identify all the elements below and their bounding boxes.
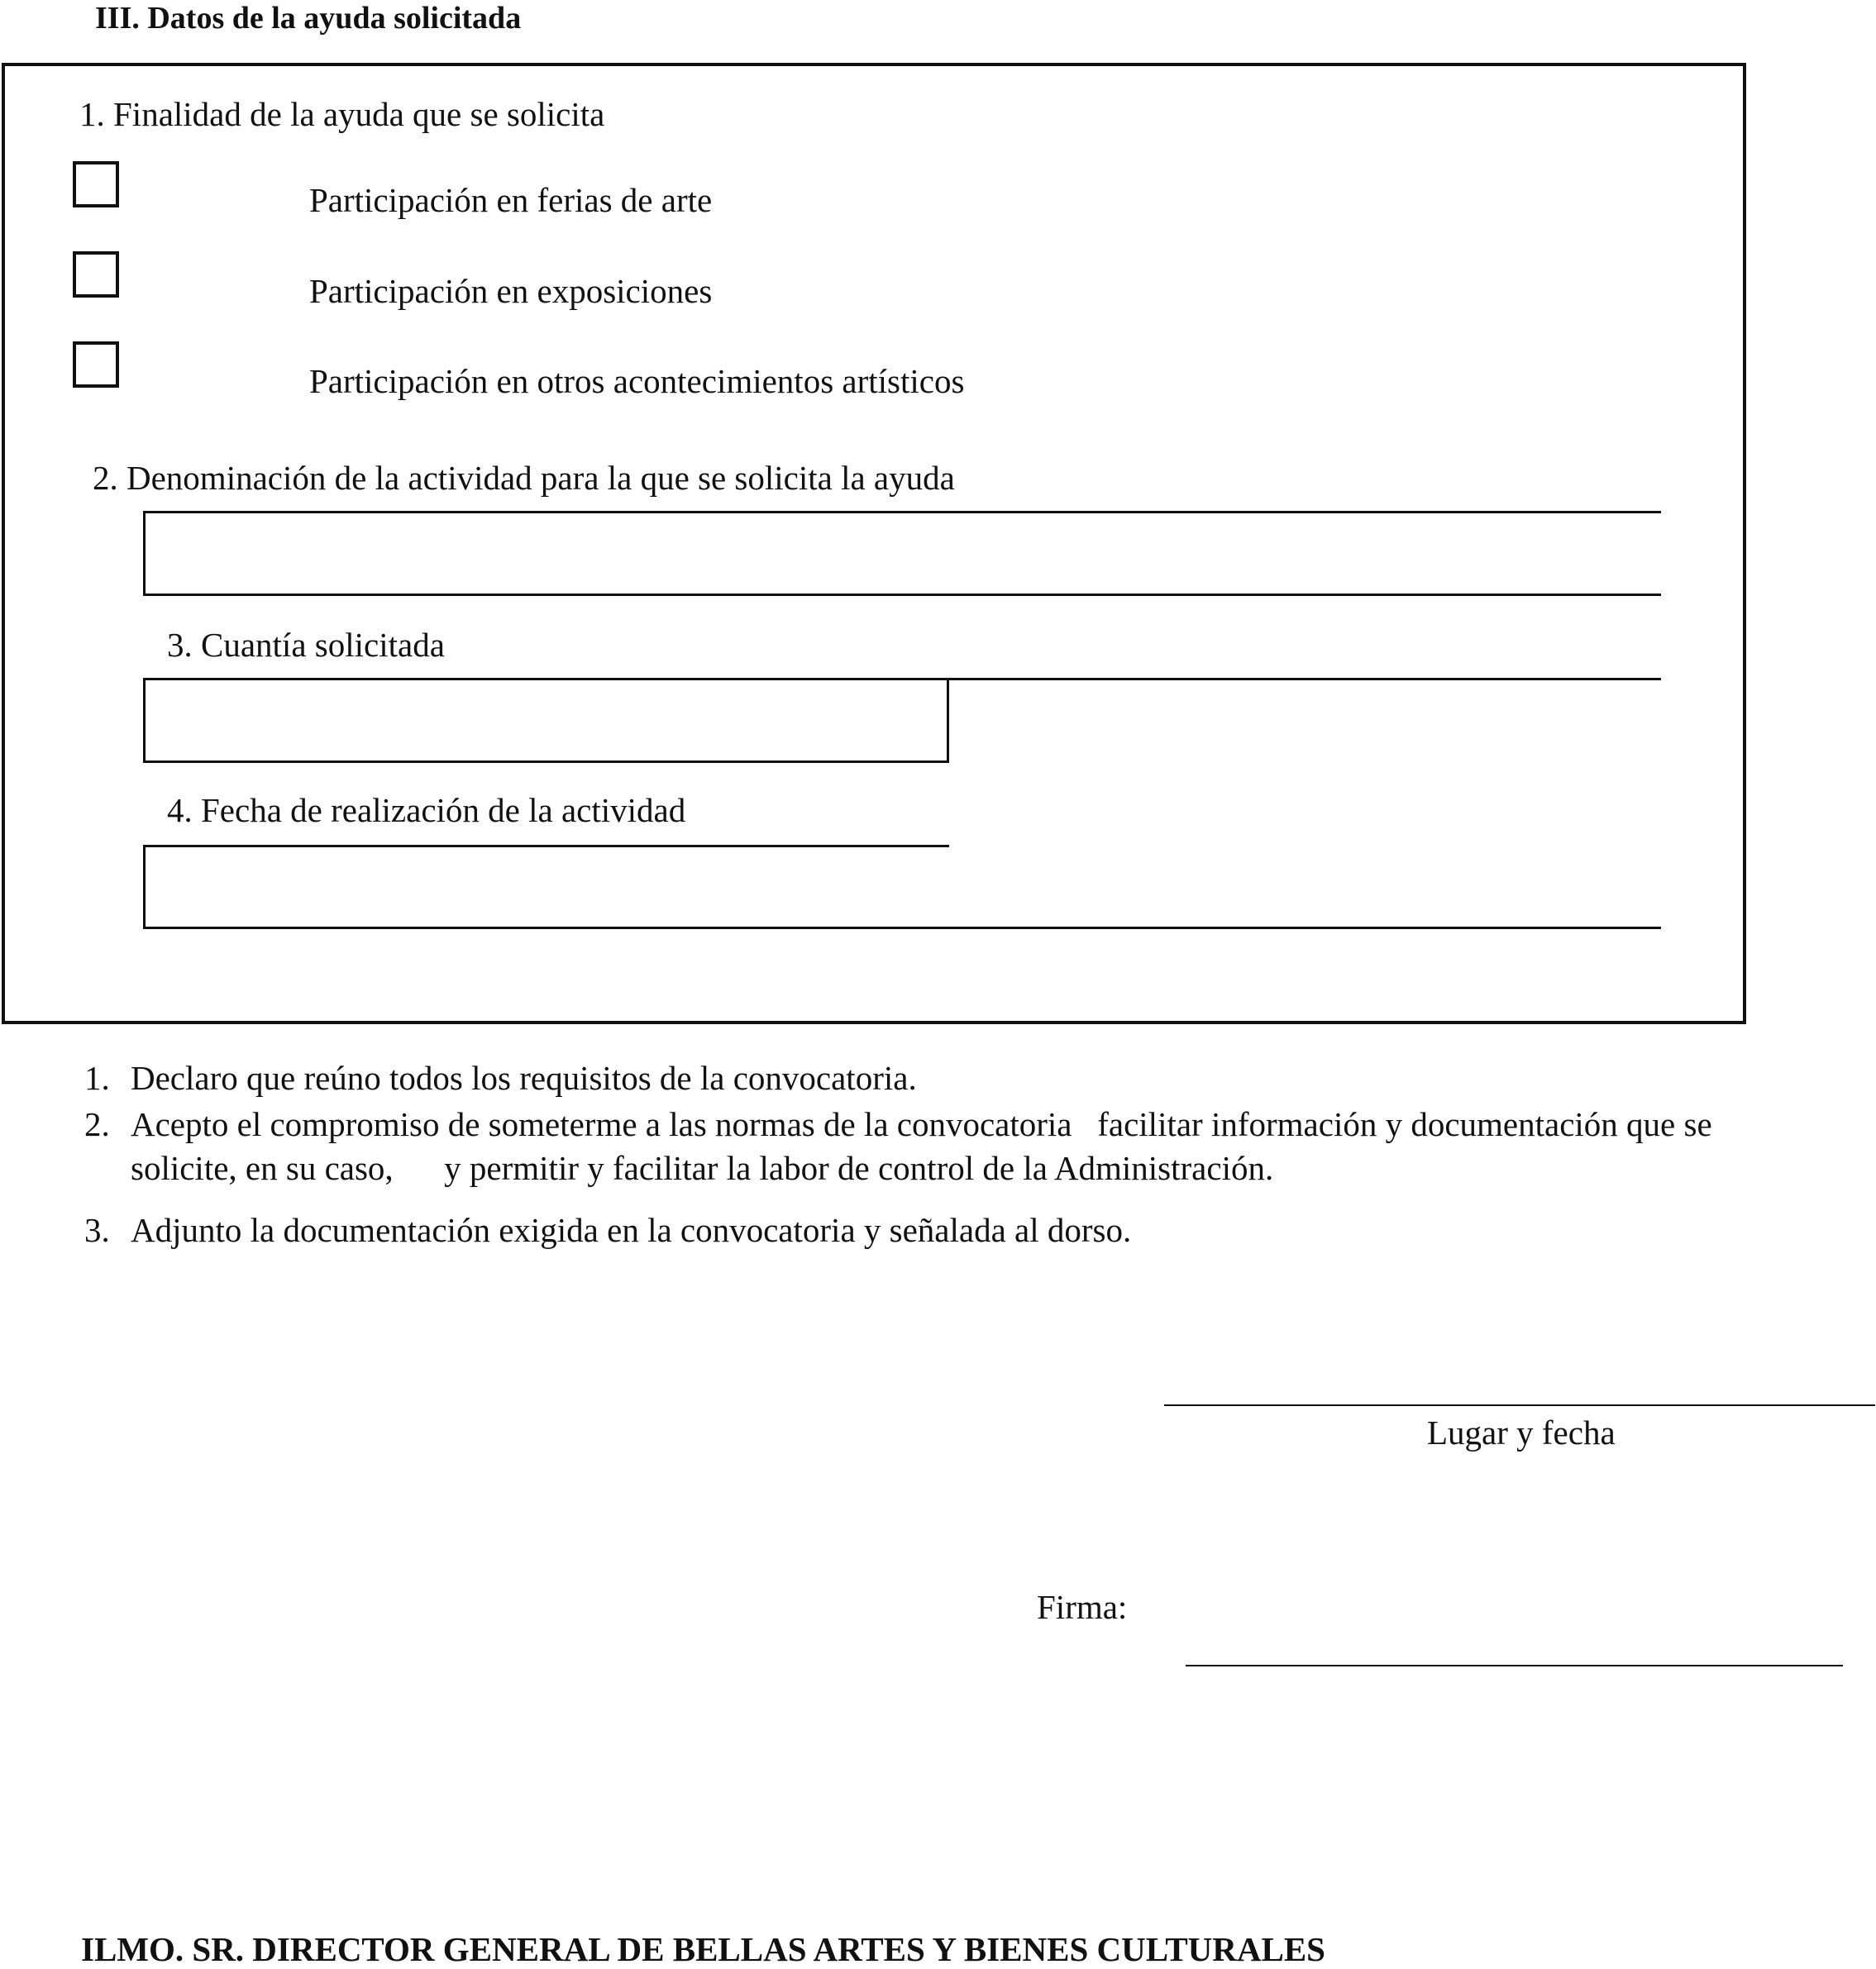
place-date-line — [1164, 1404, 1875, 1406]
amount-field — [143, 678, 949, 763]
declaration-number: 3. — [84, 1211, 110, 1249]
declaration-text: Adjunto la documentación exigida en la convocatoria y señalada al dorso. — [131, 1211, 1132, 1249]
option-art-fairs: Participación en ferias de arte — [309, 181, 713, 219]
activity-name-input[interactable] — [146, 511, 1661, 594]
activity-name-label: 2. Denominación de la actividad para la que se solicita la ayuda — [93, 459, 955, 497]
signature-label: Firma: — [1037, 1588, 1128, 1626]
signature-line — [1186, 1665, 1843, 1666]
declaration-number: 1. — [84, 1059, 110, 1097]
date-label: 4. Fecha de realización de la actividad — [167, 791, 686, 829]
amount-label: 3. Cuantía solicitada — [167, 626, 445, 664]
section-title: III. Datos de la ayuda solicitada — [95, 1, 522, 36]
declaration-item-3 — [84, 1209, 1788, 1252]
checkbox-art-fairs[interactable] — [73, 161, 119, 207]
date-field — [143, 845, 1661, 929]
option-other-events: Participación en otros acontecimientos artísticos — [309, 362, 965, 400]
activity-name-field — [143, 511, 1661, 596]
declaration-text: Declaro que reúno todos los requisitos de la convocatoria. — [131, 1059, 917, 1097]
date-input[interactable] — [146, 845, 1661, 927]
declaration-number: 2. — [84, 1105, 110, 1143]
amount-input[interactable] — [146, 678, 947, 760]
option-exhibitions: Participación en exposiciones — [309, 272, 713, 310]
purpose-label: 1. Finalidad de la ayuda que se solicita — [79, 95, 605, 133]
place-date-label: Lugar y fecha — [1427, 1414, 1616, 1452]
addressee: ILMO. SR. DIRECTOR GENERAL DE BELLAS ARTES Y BIENES CULTURALES — [81, 1930, 1325, 1968]
declaration-item-2 — [84, 1103, 1788, 1191]
declaration-text: Acepto el compromiso de someterme a las normas de la convocatoria facilitar información y documentación que se solicite, en su caso, y permitir y facilitar la labor de control de la Administración. — [131, 1105, 1721, 1188]
checkbox-exhibitions[interactable] — [73, 251, 119, 298]
checkbox-other-events[interactable] — [73, 341, 119, 388]
declaration-item-1 — [84, 1056, 1788, 1100]
